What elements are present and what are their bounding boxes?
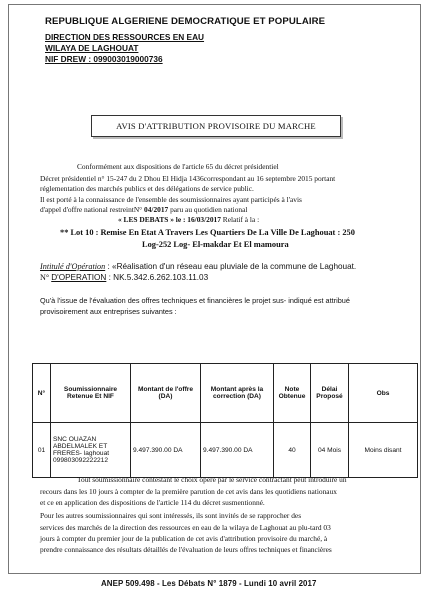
col-header-delay: Délai Proposé [311, 364, 349, 423]
cell-obs: Moins disant [349, 423, 418, 478]
intro-line-4: Il est porté à la connaissance de l'ensemble des soumissionnaires ayant participés à l'avis [40, 195, 302, 204]
intro-line-5: d'appel d'offre national restreintN° 04/2017 paru au quotidien national [40, 205, 248, 214]
lot-line-1: ** Lot 10 : Remise En Etat A Travers Les Quartiers De La Ville De Laghouat : 250 [60, 228, 355, 237]
closing-line-5: services des marchés de la direction des ressources en eau de la wilaya de Laghouat au plu-tard 03 [40, 523, 331, 532]
operation-title-label: Intitulé d'Opération [40, 262, 106, 271]
operation-number: N° D'OPERATION : NK.5.342.6.262.103.11.03 [40, 273, 209, 282]
wilaya-heading: WILAYA DE LAGHOUAT [45, 43, 139, 53]
lot-heading [60, 227, 355, 250]
cell-corrected: 9.497.390.00 DA [201, 423, 274, 478]
document-title: AVIS D'ATTRIBUTION PROVISOIRE DU MARCHE [116, 121, 316, 131]
direction-heading: DIRECTION DES RESSOURCES EN EAU [45, 32, 205, 42]
col-header-note: Note Obtenue [274, 364, 311, 423]
title-box [91, 115, 341, 137]
col-header-corrected: Montant après la correction (DA) [201, 364, 274, 423]
republic-heading: REPUBLIQUE ALGERIENE DEMOCRATIQUE ET POPULAIRE [45, 16, 326, 27]
closing-line-6: jours à compter du premier jour de la publication de cet avis d'attribution provisoire du marché, à [40, 534, 328, 543]
intro-line-2: Décret présidentiel n° 15-247 du 2 Dhou El Hidja 1436correspondant au 16 septembre 2015 portant [40, 174, 336, 183]
closing-line-3: et ce en application des dispositions de l'article 114 du décret susmentionné. [40, 498, 265, 507]
cell-num: 01 [33, 423, 51, 478]
col-header-num: N° [33, 364, 51, 423]
cell-company: SNC OUAZAN ABDELMALEK ET FRERES- laghouat 099803092222212 [51, 423, 131, 478]
closing-line-2: recours dans les 10 jours à compter de la première parution de cet avis dans les quotidiens nationaux [40, 487, 337, 496]
col-header-company: Soumissionnaire Retenue Et NIF [51, 364, 131, 423]
nif-heading: NIF DREW : 099003019000736 [45, 54, 163, 64]
cell-note: 40 [274, 423, 311, 478]
operation-number-value: : NK.5.342.6.262.103.11.03 [106, 273, 209, 282]
operation-title-value: : «Réalisation d'un réseau eau pluviale de la commune de Laghouat. [105, 262, 357, 271]
issue-line-1: Qu'à l'issue de l'évaluation des offres techniques et financières le projet sus- indiqué est attribué [40, 296, 350, 305]
operation-title [40, 262, 356, 271]
cell-delay: 04 Mois [311, 423, 349, 478]
closing-line-7: prendre connaissance des résultats détaillés de l'évaluation de leurs offres techniques et financières [40, 545, 332, 554]
issue-line-2: provisoirement aux entreprises suivantes : [40, 307, 177, 316]
results-table [32, 363, 418, 478]
lot-line-2: Log-252 Log- El-makdar Et El mamoura [142, 239, 289, 249]
closing-line-1: Tout soumissionnaire contestant le choix opéré par le service contractant peut introduire un [77, 475, 347, 484]
col-header-obs: Obs [349, 364, 418, 423]
closing-line-4: Pour les autres soumissionnaires qui sont intéressés, ils sont invités de se rapprocher des [40, 511, 302, 520]
publication-footer: ANEP 509.498 - Les Débats N° 1879 - Lundi 10 avril 2017 [101, 579, 317, 588]
col-header-offer: Montant de l'offre (DA) [131, 364, 201, 423]
intro-line-3: réglementation des marchés publics et des délégations de service public. [40, 184, 254, 193]
intro-line-1: Conformément aux dispositions de l'article 65 du décret présidentiel [77, 162, 279, 171]
table-header-row [33, 364, 418, 423]
table-row [33, 423, 418, 478]
cell-offer: 9.497.390.00 DA [131, 423, 201, 478]
operation-number-label: D'OPERATION [51, 273, 107, 282]
intro-line-6: « LES DEBATS » le : 16/03/2017 Relatif à la : [118, 215, 260, 224]
